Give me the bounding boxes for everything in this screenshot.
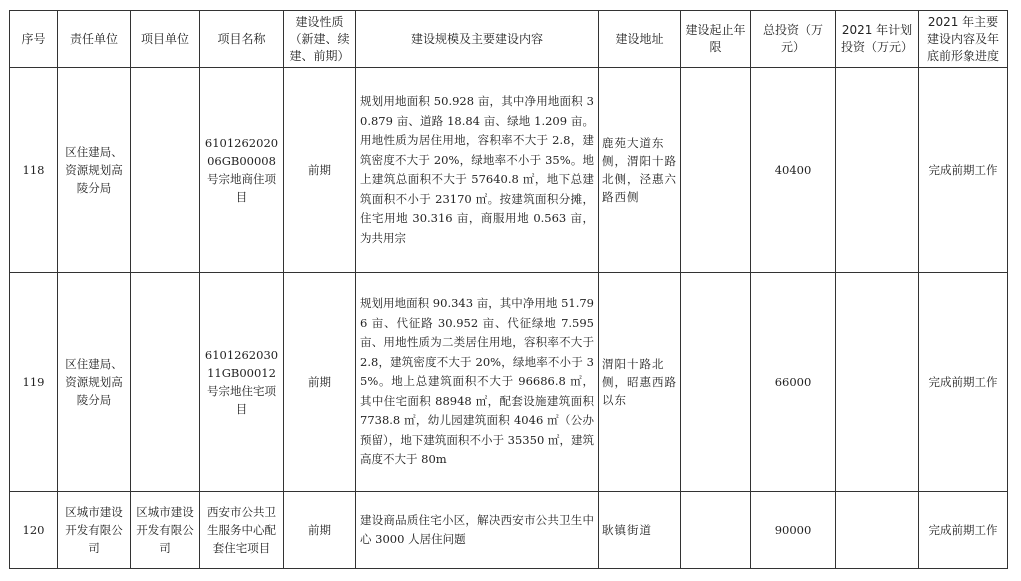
header-total-investment: 总投资（万元） — [751, 11, 836, 68]
cell-total-investment: 90000 — [751, 492, 836, 569]
cell-project-unit — [131, 68, 200, 273]
cell-no: 120 — [10, 492, 58, 569]
cell-project-unit: 区城市建设开发有限公司 — [131, 492, 200, 569]
cell-total-investment: 66000 — [751, 273, 836, 492]
cell-project-name: 610126203011GB00012 号宗地住宅项目 — [200, 273, 284, 492]
cell-nature: 前期 — [284, 68, 356, 273]
cell-address: 耿镇街道 — [599, 492, 681, 569]
header-period: 建设起止年限 — [681, 11, 751, 68]
cell-plan-2021 — [836, 273, 919, 492]
header-plan-2021: 2021 年计划投资（万元） — [836, 11, 919, 68]
cell-project-name: 西安市公共卫生服务中心配套住宅项目 — [200, 492, 284, 569]
header-progress-2021: 2021 年主要建设内容及年底前形象进度 — [919, 11, 1008, 68]
cell-progress-2021: 完成前期工作 — [919, 68, 1008, 273]
cell-period — [681, 273, 751, 492]
cell-period — [681, 492, 751, 569]
header-row — [10, 11, 1008, 68]
header-project-unit: 项目单位 — [131, 11, 200, 68]
cell-progress-2021: 完成前期工作 — [919, 492, 1008, 569]
cell-total-investment: 40400 — [751, 68, 836, 273]
cell-resp-unit: 区城市建设开发有限公司 — [58, 492, 131, 569]
cell-period — [681, 68, 751, 273]
cell-nature: 前期 — [284, 273, 356, 492]
cell-project-unit — [131, 273, 200, 492]
table-row — [10, 492, 1008, 569]
cell-plan-2021 — [836, 492, 919, 569]
cell-no: 119 — [10, 273, 58, 492]
cell-content: 规划用地面积 50.928 亩，其中净用地面积 30.879 亩、道路 18.84 亩、绿地 1.209 亩。用地性质为居住用地，容积率不大于 2.8，建筑密度不大于 20%，绿地率不小于 35%。地上建筑总面积不大于 57640.8 ㎡，地下总建筑面积不小于 23170 ㎡。按建筑面积分摊，住宅用地 30.316 亩，商服用地 0.563 亩，为共用宗 — [356, 68, 599, 273]
cell-progress-2021: 完成前期工作 — [919, 273, 1008, 492]
header-nature: 建设性质（新建、续建、前期） — [284, 11, 356, 68]
header-project-name: 项目名称 — [200, 11, 284, 68]
header-no: 序号 — [10, 11, 58, 68]
table-row — [10, 68, 1008, 273]
table-row — [10, 273, 1008, 492]
header-resp-unit: 责任单位 — [58, 11, 131, 68]
cell-content: 规划用地面积 90.343 亩，其中净用地 51.796 亩、代征路 30.952 亩、代征绿地 7.595 亩、用地性质为二类居住用地，容积率不大于 2.8，建筑密度不大于 20%，绿地率不小于 35%。地上总建筑面积不大于 96686.8 ㎡，其中住宅面积 88948 ㎡，配套设施建筑面积 7738.8 ㎡，幼儿园建筑面积 4046 ㎡（公办预留），地下建筑面积不小于 35350 ㎡，建筑高度不大于 80m — [356, 273, 599, 492]
cell-resp-unit: 区住建局、资源规划高陵分局 — [58, 273, 131, 492]
project-table — [9, 10, 1008, 569]
cell-project-name: 610126202006GB00008 号宗地商住项目 — [200, 68, 284, 273]
cell-plan-2021 — [836, 68, 919, 273]
cell-address: 渭阳十路北侧，昭惠西路以东 — [599, 273, 681, 492]
cell-no: 118 — [10, 68, 58, 273]
cell-resp-unit: 区住建局、资源规划高陵分局 — [58, 68, 131, 273]
cell-address: 鹿苑大道东侧，渭阳十路北侧，泾惠六路西侧 — [599, 68, 681, 273]
cell-nature: 前期 — [284, 492, 356, 569]
header-address: 建设地址 — [599, 11, 681, 68]
cell-content: 建设商品质住宅小区，解决西安市公共卫生中心 3000 人居住问题 — [356, 492, 599, 569]
header-content: 建设规模及主要建设内容 — [356, 11, 599, 68]
